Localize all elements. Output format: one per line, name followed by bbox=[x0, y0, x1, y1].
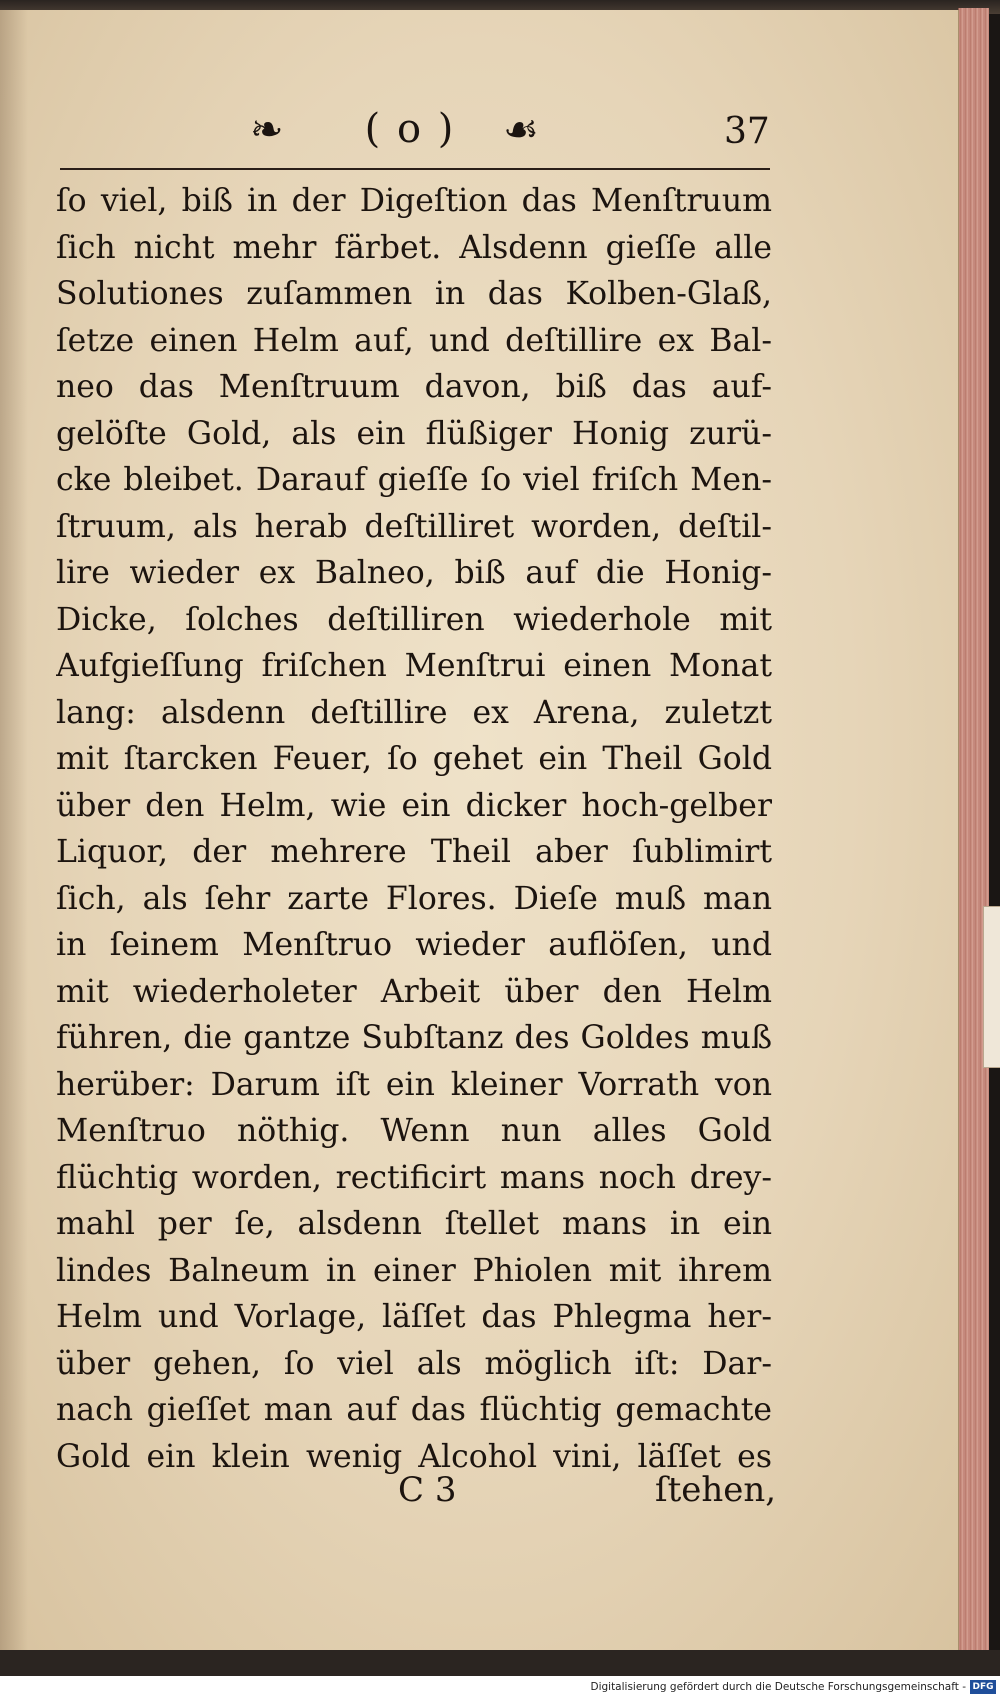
text-line: ſo viel, biß in der Digeſtion das Menſtruum bbox=[56, 183, 772, 219]
text-line: Solutiones zuſammen in das Kolben-Glaß, bbox=[56, 276, 772, 312]
text-line: Menſtruo nöthig. Wenn nun alles Gold bbox=[56, 1113, 772, 1149]
text-line: nach gieſſet man auf das flüchtig gemachte bbox=[56, 1392, 772, 1428]
text-line: herüber: Darum iſt ein kleiner Vorrath von bbox=[56, 1066, 772, 1103]
header-rule bbox=[60, 168, 770, 170]
credit-bar bbox=[0, 1676, 1000, 1699]
text-line: Dicke, ſolches deſtilliren wiederhole mit bbox=[56, 601, 772, 638]
text-line: neo das Menſtruum davon, biß das auf- bbox=[56, 369, 772, 405]
text-line: cke bleibet. Darauf gieſſe ſo viel friſch Men- bbox=[56, 462, 772, 498]
heading-mark: ( o ) bbox=[364, 106, 456, 152]
text-line: ſetze einen Helm auf, und deſtillire ex Bal- bbox=[56, 322, 772, 359]
text-line: lindes Balneum in einer Phiolen mit ihrem bbox=[56, 1252, 772, 1289]
text-line: führen, die gantze Subſtanz des Goldes muß bbox=[56, 1020, 772, 1056]
gutter-shadow bbox=[0, 10, 28, 1650]
left-ornament-icon: ❧ bbox=[250, 107, 284, 153]
catchword: ſtehen, bbox=[655, 1470, 777, 1510]
text-line: über den Helm, wie ein dicker hoch-gelber bbox=[56, 787, 772, 824]
scan-bottom-edge bbox=[0, 1650, 1000, 1676]
text-line: ſtruum, als herab deſtilliret worden, deſtil- bbox=[56, 508, 772, 545]
text-line: gelöſte Gold, als ein flüßiger Honig zurü- bbox=[56, 415, 772, 452]
text-line: lire wieder ex Balneo, biß auf die Honig- bbox=[56, 555, 772, 591]
funding-credit-text: Digitalisierung gefördert durch die Deutsche Forschungsgemeinschaft - bbox=[590, 1681, 966, 1693]
text-line: mit ſtarcken Feuer, ſo gehet ein Theil Gold bbox=[56, 741, 772, 777]
text-line: Liquor, der mehrere Theil aber ſublimirt bbox=[56, 834, 772, 870]
body-text bbox=[56, 178, 772, 1480]
text-line: mahl per ſe, alsdenn ſtellet mans in ein bbox=[56, 1206, 772, 1242]
paper-slip-tab bbox=[983, 906, 1000, 1068]
page-number: 37 bbox=[724, 111, 770, 152]
text-line: Aufgieſſung friſchen Menſtrui einen Monat bbox=[56, 648, 772, 684]
text-line: über gehen, ſo viel als möglich iſt: Dar- bbox=[56, 1345, 772, 1382]
text-line: Helm und Vorlage, läſſet das Phlegma her- bbox=[56, 1299, 772, 1335]
page-edge-stack bbox=[958, 8, 989, 1650]
dfg-logo: DFG bbox=[970, 1680, 996, 1694]
text-line: in ſeinem Menſtruo wieder auflöſen, und bbox=[56, 927, 772, 963]
text-line: flüchtig worden, rectificirt mans noch drey- bbox=[56, 1159, 772, 1196]
right-ornament-icon: ☙ bbox=[503, 107, 539, 153]
signature-mark: C 3 bbox=[398, 1470, 457, 1510]
text-line: ſich nicht mehr färbet. Alsdenn gieſſe alle bbox=[56, 229, 772, 266]
text-line: mit wiederholeter Arbeit über den Helm bbox=[56, 973, 772, 1010]
text-line: ſich, als ſehr zarte Flores. Dieſe muß man bbox=[56, 880, 772, 917]
text-line: Gold ein klein wenig Alcohol vini, läſſet es bbox=[56, 1438, 772, 1475]
text-line: lang: alsdenn deſtillire ex Arena, zuletzt bbox=[56, 694, 772, 731]
